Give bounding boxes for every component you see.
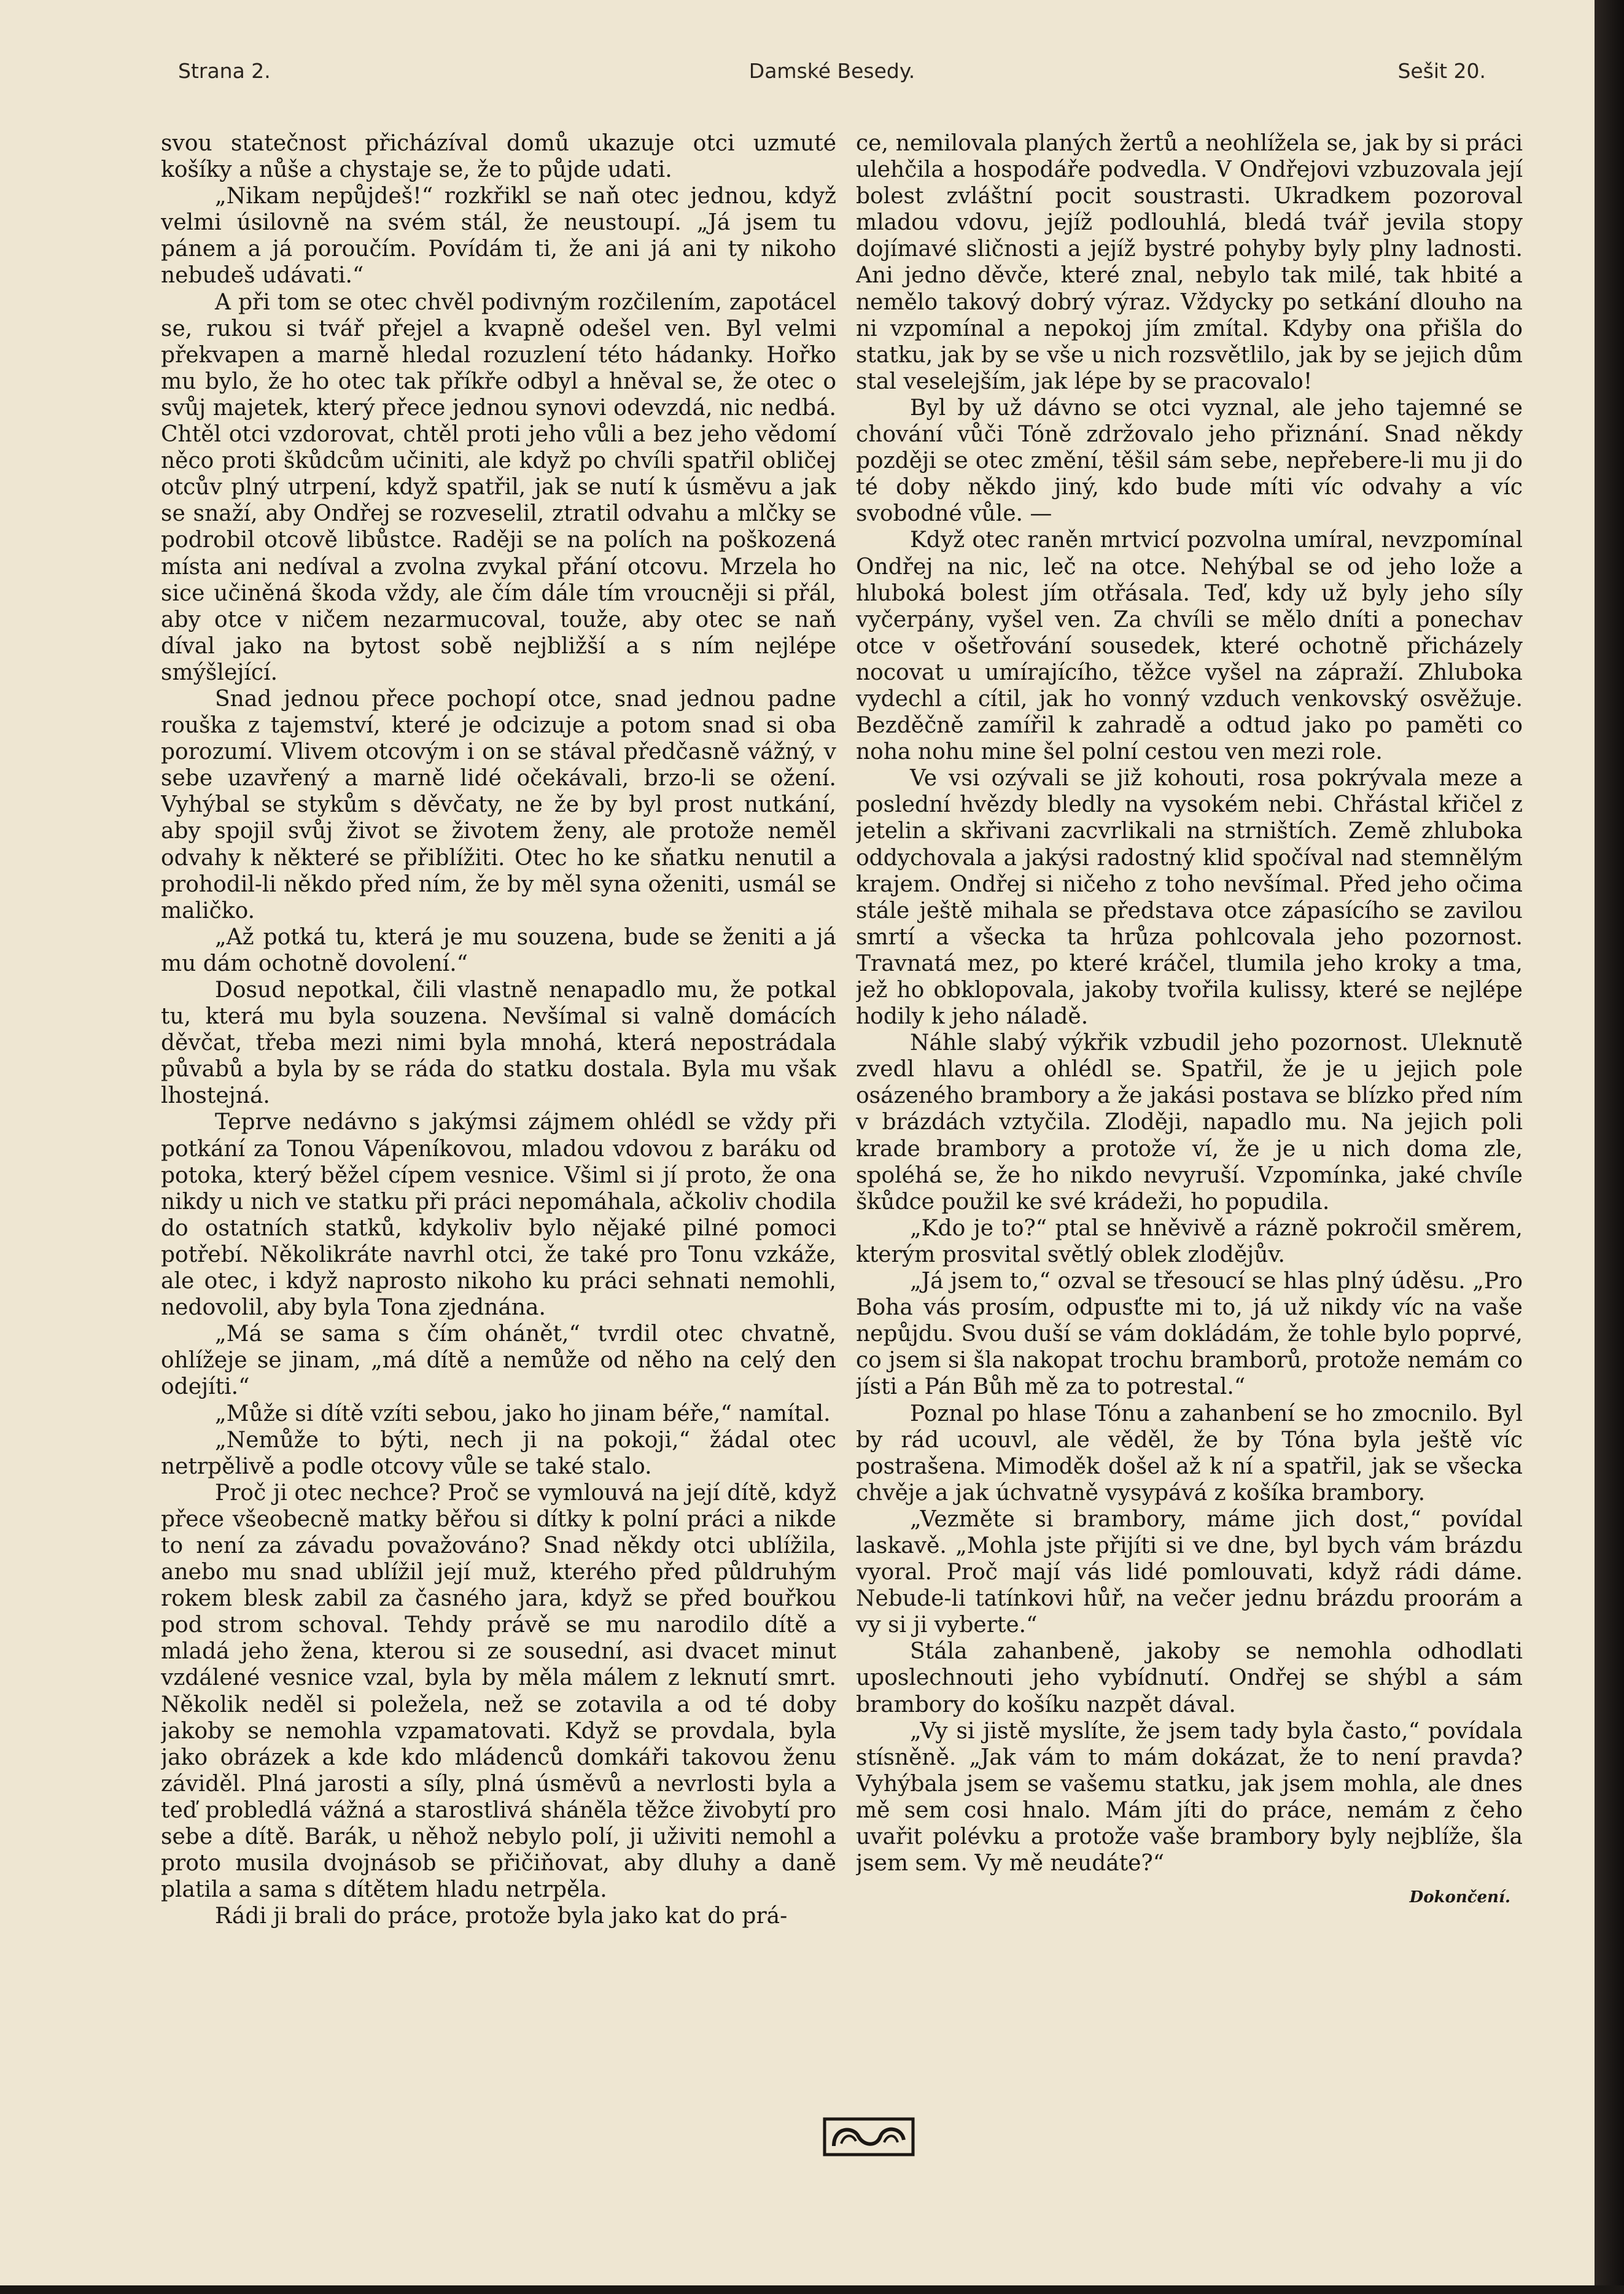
paragraph: Dosud nepotkal, čili vlastně nenapadlo mu, že potkal tu, která mu byla souzena. Nevšímal si valně domácích děvčat, třeba mezi nimi byla mnohá, která nepostrádala půvabů a byla by se ráda do statku dostala. Byla mu však lhostejná. [161,978,836,1109]
scan-edge-right [1595,0,1624,2294]
text-column-right [856,130,1523,2095]
text-column-left [161,130,836,2095]
paragraph: „Má se sama s čím ohánět,“ tvrdil otec chvatně, ohlížeje se jinam, „má dítě a nemůže od něho na celý den odejíti.“ [161,1321,836,1400]
paragraph: Snad jednou přece pochopí otce, snad jednou padne rouška z tajemství, které je odcizuje a potom snad si oba porozumí. Vlivem otcovým i on se stával předčasně vážný, v sebe uzavřený a marně lidé očekávali, brzo-li se ožení. Vyhýbal se stykům s děvčaty, ne že by byl prost nutkání, aby spojil svůj život se životem ženy, ale protože neměl odvahy k některé se přiblížiti. Otec ho ke sňatku nenutil a prohodil-li někdo před ním, že by měl syna oženiti, usmál se maličko. [161,686,836,923]
running-header [178,59,1486,96]
paragraph: „Kdo je to?“ ptal se hněvivě a rázně pokročil směrem, kterým prosvital světlý oblek zlodějův. [856,1215,1523,1267]
paragraph: „Nikam nepůjdeš!“ rozkřikl se naň otec jednou, když velmi úsilovně na svém stál, že neustoupí. „Já jsem tu pánem a já poroučím. Povídám ti, že ani já ani ty nikoho nebudeš udávati.“ [161,184,836,289]
paragraph: Ve vsi ozývali se již kohouti, rosa pokrývala meze a poslední hvězdy bledly na vysokém nebi. Chřástal křičel z jetelin a skřivani zacvrlikali na strništích. Země zhluboka oddychovala a jakýsi radostný klid spočíval nad stemnělým krajem. Ondřej si ničeho z toho nevšímal. Před jeho očima stále ještě mihala se představa otce zápasícího se zavilou smrtí a všecka ta hrůza pohlcovala jeho pozornost. Travnatá mez, po které kráčel, tlumila jeho kroky a tma, jež ho obklopovala, jakoby tvořila kulissy, které se nejlépe hodily k jeho náladě. [856,766,1523,1030]
paragraph: svou statečnost přicházíval domů ukazuje otci uzmuté košíky a nůše a chystaje se, že to půjde udati. [161,131,836,183]
ornament-icon [823,2115,915,2158]
paragraph: „Nemůže to býti, nech ji na pokoji,“ žádal otec netrpělivě a podle otcovy vůle se také stalo. [161,1427,836,1479]
continuation-note: Dokončení. [1409,1888,1510,1907]
paragraph: Stála zahanbeně, jakoby se nemohla odhodlati uposlechnouti jeho vybídnutí. Ondřej se shýbl a sám brambory do košíku nazpět dával. [856,1639,1523,1717]
magazine-title: Damské Besedy. [748,59,915,83]
paragraph: Byl by už dávno se otci vyznal, ale jeho tajemné se chování vůči Tóně zdržovalo jeho přiznání. Snad někdy později se otec změní, těšil sám sebe, nepřebere-li mu ji do té doby někdo jiný, kdo bude míti víc odvahy a víc svobodné vůle. — [856,395,1523,527]
paragraph: „Vy si jistě myslíte, že jsem tady byla často,“ povídala stísněně. „Jak vám to mám dokázat, že to není pravda? Vyhýbala jsem se vašemu statku, jak jsem mohla, ale dnes mě sem cosi hnalo. Mám jíti do práce, nemám z čeho uvařit polévku a protože vaše brambory byly nejblíže, šla jsem sem. Vy mě neudáte?“ [856,1718,1523,1876]
paragraph: ce, nemilovala planých žertů a neohlížela se, jak by si práci ulehčila a hospodáře podvedla. V Ondřejovi vzbuzovala její bolest zvláštní pocit soustrasti. Ukradkem pozoroval mladou vdovu, jejíž podlouhlá, bledá tvář jevila stopy dojímavé sličnosti a jejíž bystré pohyby byly plny ladnosti. Ani jedno děvče, které znal, nebylo tak milé, tak hbité a nemělo takový dobrý výraz. Vždycky po setkání dlouho na ni vzpomínal a nepokoj jím zmítal. Kdyby ona přišla do statku, jak by se vše u nich rozsvětlilo, jak by se jejich dům stal veselejším, jak lépe by se pracovalo! [856,131,1523,394]
paragraph: „Vezměte si brambory, máme jich dost,“ povídal laskavě. „Mohla jste přijíti si ve dne, byl bych vám brázdu vyoral. Proč mají vás lidé pomlouvati, když rádi dáme. Nebude-li tatínkovi hůř, na večer jednu brázdu proorám a vy si ji vyberte.“ [856,1506,1523,1638]
page-number: Strana 2. [178,59,271,83]
paragraph: Poznal po hlase Tónu a zahanbení se ho zmocnilo. Byl by rád ucouvl, ale věděl, že by Tóna byla ještě víc postrašena. Mimoděk došel až k ní a spatřil, jak se všecka chvěje a jak úchvatně vysypává z košíka brambory. [856,1401,1523,1506]
paragraph: „Až potká tu, která je mu souzena, bude se ženiti a já mu dám ochotně dovolení.“ [161,924,836,976]
paragraph: Rádi ji brali do práce, protože byla jako kat do prá- [215,1903,788,1929]
paragraph: Když otec raněn mrtvicí pozvolna umíral, nevzpomínal Ondřej na nic, leč na otce. Nehýbal se od jeho lože a hluboká bolest jím otřásala. Teď, kdy už byly jeho síly vyčerpány, vyšel ven. Za chvíli se mělo dníti a ponechav otce v ošetřování sousedek, které ochotně přicházely nocovat u umírajícího, těžce vyšel na zápraží. Zhluboka vydechl a cítil, jak ho vonný vzduch venkovský osvěžuje. Bezděčně zamířil k zahradě a odtud jako po paměti co noha nohu mine šel polní cestou ven mezi role. [856,527,1523,765]
paragraph: Náhle slabý výkřik vzbudil jeho pozornost. Uleknutě zvedl hlavu a ohlédl se. Spatřil, že je u jejich pole osázeného brambory a že jakási postava se blízko před ním v brázdách vztyčila. Zloději, napadlo mu. Na jejich poli krade brambory a protože ví, že je u nich doma zle, spoléhá se, že ho nikdo nevyruší. Vzpomínka, jaké chvíle škůdce použil ke své krádeži, ho popudila. [856,1030,1523,1215]
paragraph: „Já jsem to,“ ozval se třesoucí se hlas plný úděsu. „Pro Boha vás prosím, odpusťte mi to, já už nikdy víc na vaše nepůjdu. Svou duší se vám dokládám, že tohle bylo poprvé, co jsem si šla nakopat trochu bramborů, protože nemám co jísti a Pán Bůh mě za to potrestal.“ [856,1269,1523,1400]
scan-edge-bottom [0,2285,1624,2294]
paragraph: „Může si dítě vzíti sebou, jako ho jinam béře,“ namítal. [215,1401,831,1426]
paragraph: Teprve nedávno s jakýmsi zájmem ohlédl se vždy při potkání za Tonou Vápeníkovou, mladou vdovou z baráku od potoka, který běžel cípem vesnice. Všiml si jí proto, že ona nikdy u nich ve statku při práci nepomáhala, ačkoliv chodila do ostatních statků, kdykoliv bylo nějaké pilné pomoci potřebí. Několikráte navrhl otci, že také pro Tonu vzkáže, ale otec, i když naprosto nikoho ku práci sehnati nemohli, nedovolil, aby byla Tona zjednána. [161,1110,836,1321]
paragraph: A při tom se otec chvěl podivným rozčilením, zapotácel se, rukou si tvář přejel a kvapně odešel ven. Byl velmi překvapen a marně hledal rozuzlení této hádanky. Hořko mu bylo, že ho otec tak příkře odbyl a hněval se, že otec o svůj majetek, který přece jednou synovi odevzdá, nic nedbá. Chtěl otci vzdorovat, chtěl proti jeho vůli a bez jeho vědomí něco proti škůdcům učiniti, ale když po chvíli spatřil obličej otcův plný utrpení, když spatřil, jak se nutí k úsměvu a jak se snaží, aby Ondřej se rozveselil, ztratil odvahu a mlčky se podrobil otcově libůstce. Raději se na polích na poškozená místa ani nedíval a zvolna zvykal přání otcovu. Mrzela ho sice učiněná škoda vždy, ale čím dále tím vroucněji si přál, aby otce v ničem nezarmucoval, touže, aby otec se naň díval jako na bytost sobě nejbližší a s ním nejlépe smýšlející. [161,289,836,685]
issue-number: Sešit 20. [1397,59,1486,83]
paragraph: Proč ji otec nechce? Proč se vymlouvá na její dítě, když přece všeobecně matky běřou si dítky k polní práci a nikde to není za závadu považováno? Snad někdy otci ublížila, anebo mu snad ublížil její muž, kterého před půldruhým rokem blesk zabil za časného jara, když se před bouřkou pod strom schoval. Tehdy právě se mu narodilo dítě a mladá jeho žena, kterou si ze sousední, asi dvacet minut vzdálené vesnice vzal, byla by měla málem z leknutí smrt. Několik neděl si poležela, než se zotavila a od té doby jakoby se nemohla vzpamatovati. Když se provdala, byla jako obrázek a kde kdo mládenců domkáři takovou ženu záviděl. Plná jarosti a síly, plná úsměvů a nevrlosti byla a teď probledlá vážná a starostlivá sháněla těžce živobytí pro sebe a dítě. Barák, u něhož nebylo polí, ji uživiti nemohl a proto musila dvojnásob se přičiňovat, aby dluhy a daně platila a sama s dítětem hladu netrpěla. [161,1480,836,1903]
